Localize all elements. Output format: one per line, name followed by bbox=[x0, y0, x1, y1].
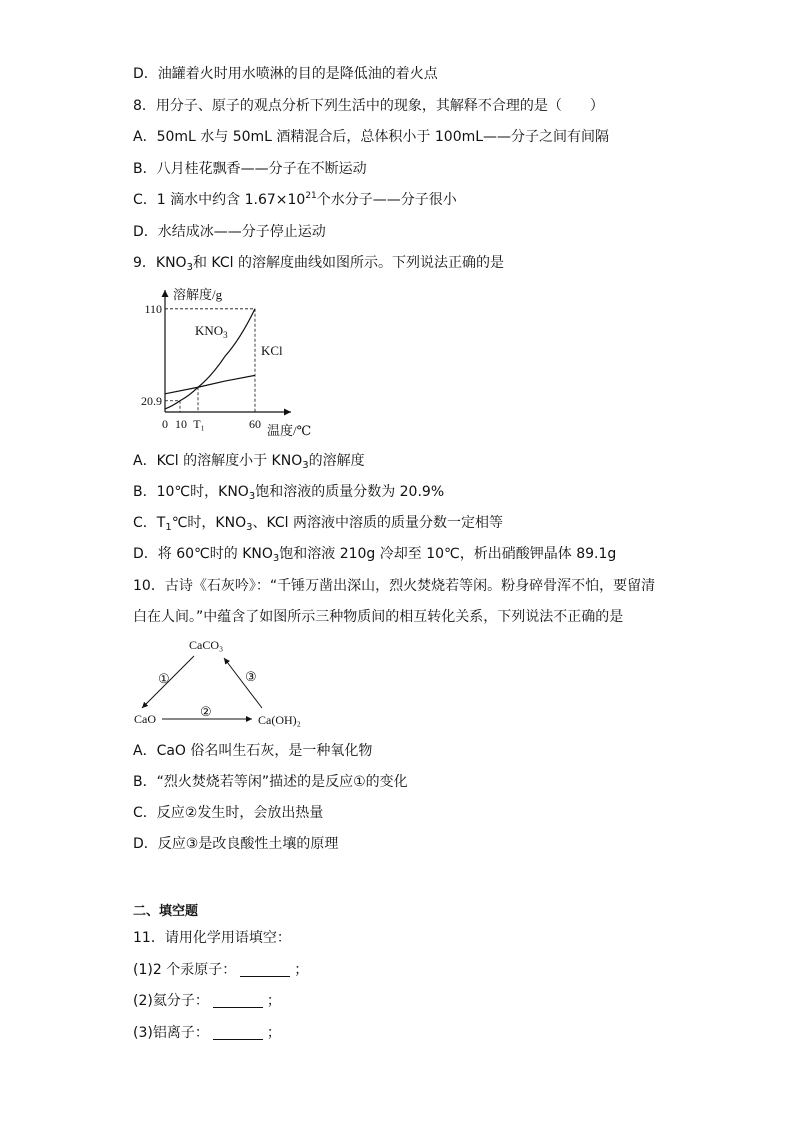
q10-stem-line1: 10．古诗《石灰吟》：“千锤万凿出深山，烈火焚烧若等闲。粉身碎骨浑不怕，要留清 bbox=[133, 578, 656, 594]
x-tick-t1: T₁ bbox=[193, 417, 205, 431]
x-tick-60: 60 bbox=[249, 417, 261, 431]
solubility-chart bbox=[133, 282, 333, 442]
node-caoh2: Ca(OH)₂ bbox=[258, 713, 301, 727]
label-reaction-3: ③ bbox=[245, 669, 257, 684]
x-tick-0: 0 bbox=[162, 417, 168, 431]
label-reaction-1: ① bbox=[158, 671, 170, 686]
q7-option-d: D．油罐着火时用水喷淋的目的是降低油的着火点 bbox=[133, 66, 438, 82]
series-label-kno3: $KNO_3$ bbox=[195, 323, 228, 340]
node-caco3: CaCO₃ bbox=[189, 638, 224, 652]
q9-stem: 9．$KNO_3$和 KCl 的溶解度曲线如图所示。下列说法正确的是 bbox=[133, 255, 504, 273]
q8-option-b: B．八月桂花飘香——分子在不断运动 bbox=[133, 161, 367, 177]
q9-option-d: D．将 60℃时的 $KNO_3$饱和溶液 210g 冷却至 10℃，析出硝酸钾晶体 89.1g bbox=[133, 546, 617, 564]
q10-stem-line2: 白在人间。”中蕴含了如图所示三种物质间的相互转化关系，下列说法不正确的是 bbox=[133, 609, 624, 625]
x-tick-10: 10 bbox=[175, 417, 187, 431]
q10-option-d: D．反应③是改良酸性土壤的原理 bbox=[133, 836, 339, 852]
q8-option-d: D．水结成冰——分子停止运动 bbox=[133, 224, 326, 240]
curve-kcl bbox=[165, 375, 255, 393]
q11-stem: 11．请用化学用语填空： bbox=[133, 930, 291, 946]
y-axis-label: 溶解度/g bbox=[173, 287, 223, 302]
q11-item-2: (2)氦分子： ； bbox=[133, 993, 281, 1009]
y-tick-20-9: 20.9 bbox=[141, 393, 162, 408]
answer-blank-1[interactable] bbox=[240, 962, 290, 977]
q11-item-3: (3)铝离子： ； bbox=[133, 1025, 281, 1041]
section-title-fill-in: 二、填空题 bbox=[133, 904, 199, 919]
series-label-kcl: KCl bbox=[261, 343, 283, 358]
q9-option-a: A．KCl 的溶解度小于 $KNO_3$的溶解度 bbox=[133, 453, 365, 471]
q9-option-b: B．10℃时，$KNO_3$饱和溶液的质量分数为 20.9% bbox=[133, 484, 445, 502]
q8-stem: 8．用分子、原子的观点分析下列生活中的现象，其解释不合理的是（ ） bbox=[133, 98, 604, 114]
q10-option-a: A．CaO 俗名叫生石灰，是一种氧化物 bbox=[133, 743, 373, 759]
q11-item-1: (1)2 个汞原子： ； bbox=[133, 962, 309, 978]
q10-option-c: C．反应②发生时，会放出热量 bbox=[133, 805, 324, 821]
q9-option-c: C．$T_1℃$时，$KNO_3$、KCl 两溶液中溶质的质量分数一定相等 bbox=[133, 515, 504, 533]
y-tick-110: 110 bbox=[144, 301, 162, 316]
x-axis-label: 温度/℃ bbox=[267, 423, 312, 438]
q8-option-a: A．50mL 水与 50mL 酒精混合后，总体积小于 100mL——分子之间有间隔 bbox=[133, 129, 610, 145]
answer-blank-3[interactable] bbox=[213, 1025, 263, 1040]
node-cao: CaO bbox=[134, 712, 156, 726]
q8-option-c: C．1 滴水中约含 $1.67\times 10^{21}$个水分子——分子很小 bbox=[133, 191, 457, 208]
conversion-diagram bbox=[130, 632, 330, 732]
answer-blank-2[interactable] bbox=[213, 993, 263, 1008]
label-reaction-2: ② bbox=[200, 704, 212, 719]
q10-option-b: B．“烈火焚烧若等闲”描述的是反应①的变化 bbox=[133, 774, 408, 790]
